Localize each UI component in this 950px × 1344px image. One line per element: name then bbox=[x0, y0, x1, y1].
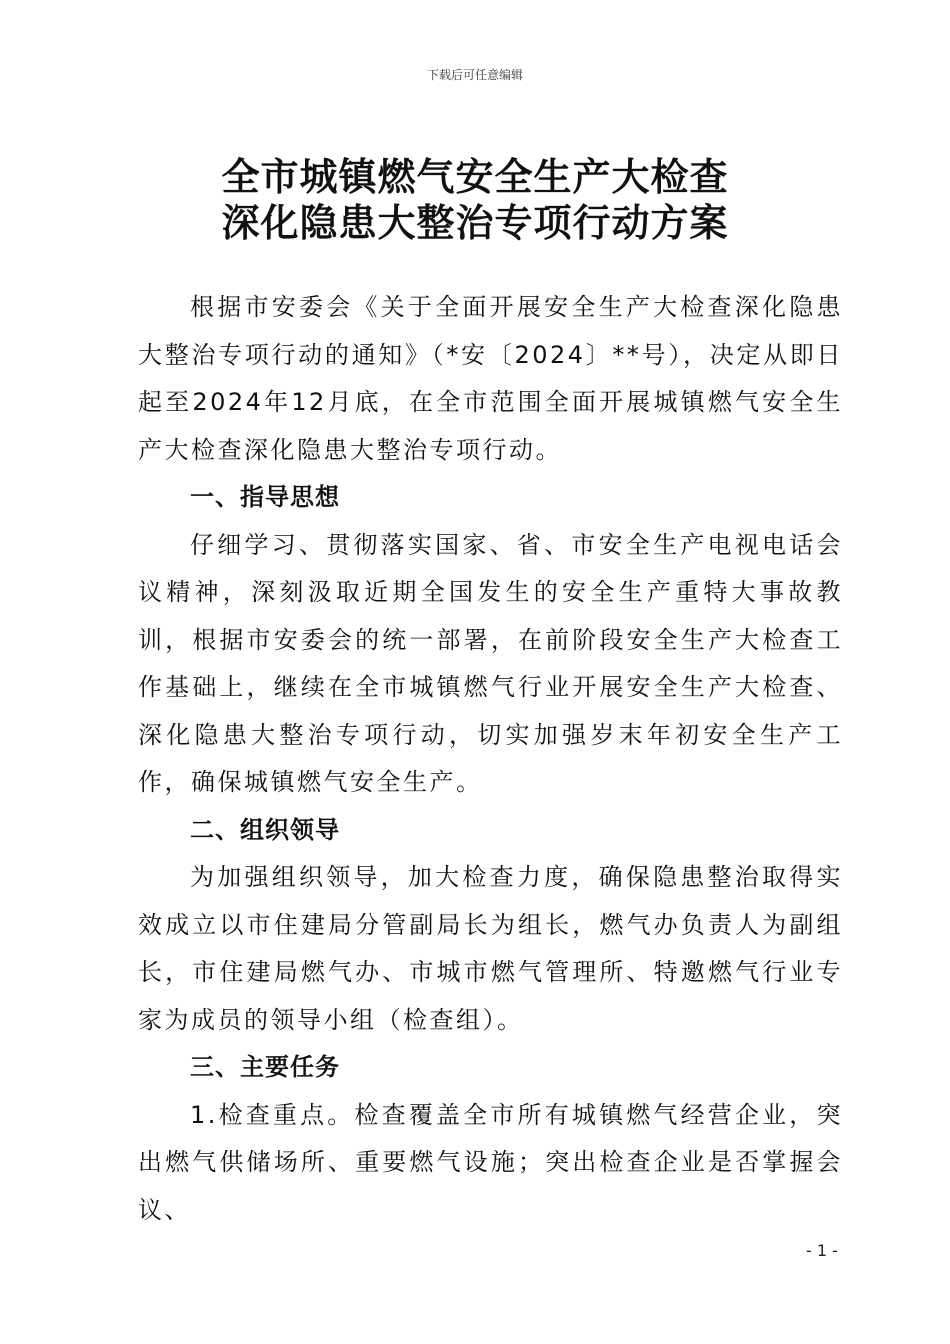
intro-paragraph: 根据市安委会《关于全面开展安全生产大检查深化隐患大整治专项行动的通知》（*安〔2024〕**号），决定从即日起至2024年12月底，在全市范围全面开展城镇燃气安全生产大检查深化隐患大整治专项行动。 bbox=[138, 293, 843, 464]
watermark-text: 下载后可任意编辑 bbox=[426, 68, 523, 82]
document-title-line-2: 深化隐患大整治专项行动方案 bbox=[221, 200, 729, 245]
section-heading-main-tasks: 三、主要任务 bbox=[190, 1053, 340, 1081]
document-body bbox=[138, 284, 843, 1234]
organization-paragraph: 为加强组织领导，加大检查力度，确保隐患整治取得实效成立以市住建局分管副局长为组长，燃气办负责人为副组长，市住建局燃气办、市城市燃气管理所、特邀燃气行业专家为成员的领导小组（检查组）。 bbox=[138, 863, 843, 1034]
main-task-item-1: 1.检查重点。检查覆盖全市所有城镇燃气经营企业，突出燃气供储场所、重要燃气设施；突出检查企业是否掌握会议、 bbox=[138, 1100, 843, 1224]
document-title-line-1: 全市城镇燃气安全生产大检查 bbox=[221, 154, 729, 199]
guiding-ideology-paragraph: 仔细学习、贯彻落实国家、省、市安全生产电视电话会议精神，深刻汲取近期全国发生的安全生产重特大事故教训，根据市安委会的统一部署，在前阶段安全生产大检查工作基础上，继续在全市城镇燃气行业开展安全生产大检查、深化隐患大整治专项行动，切实加强岁末年初安全生产工作，确保城镇燃气安全生产。 bbox=[138, 530, 843, 796]
section-heading-organization: 二、组织领导 bbox=[190, 815, 340, 844]
section-heading-guiding-ideology: 一、指导思想 bbox=[190, 483, 340, 511]
page-number: - 1 - bbox=[806, 1241, 838, 1260]
